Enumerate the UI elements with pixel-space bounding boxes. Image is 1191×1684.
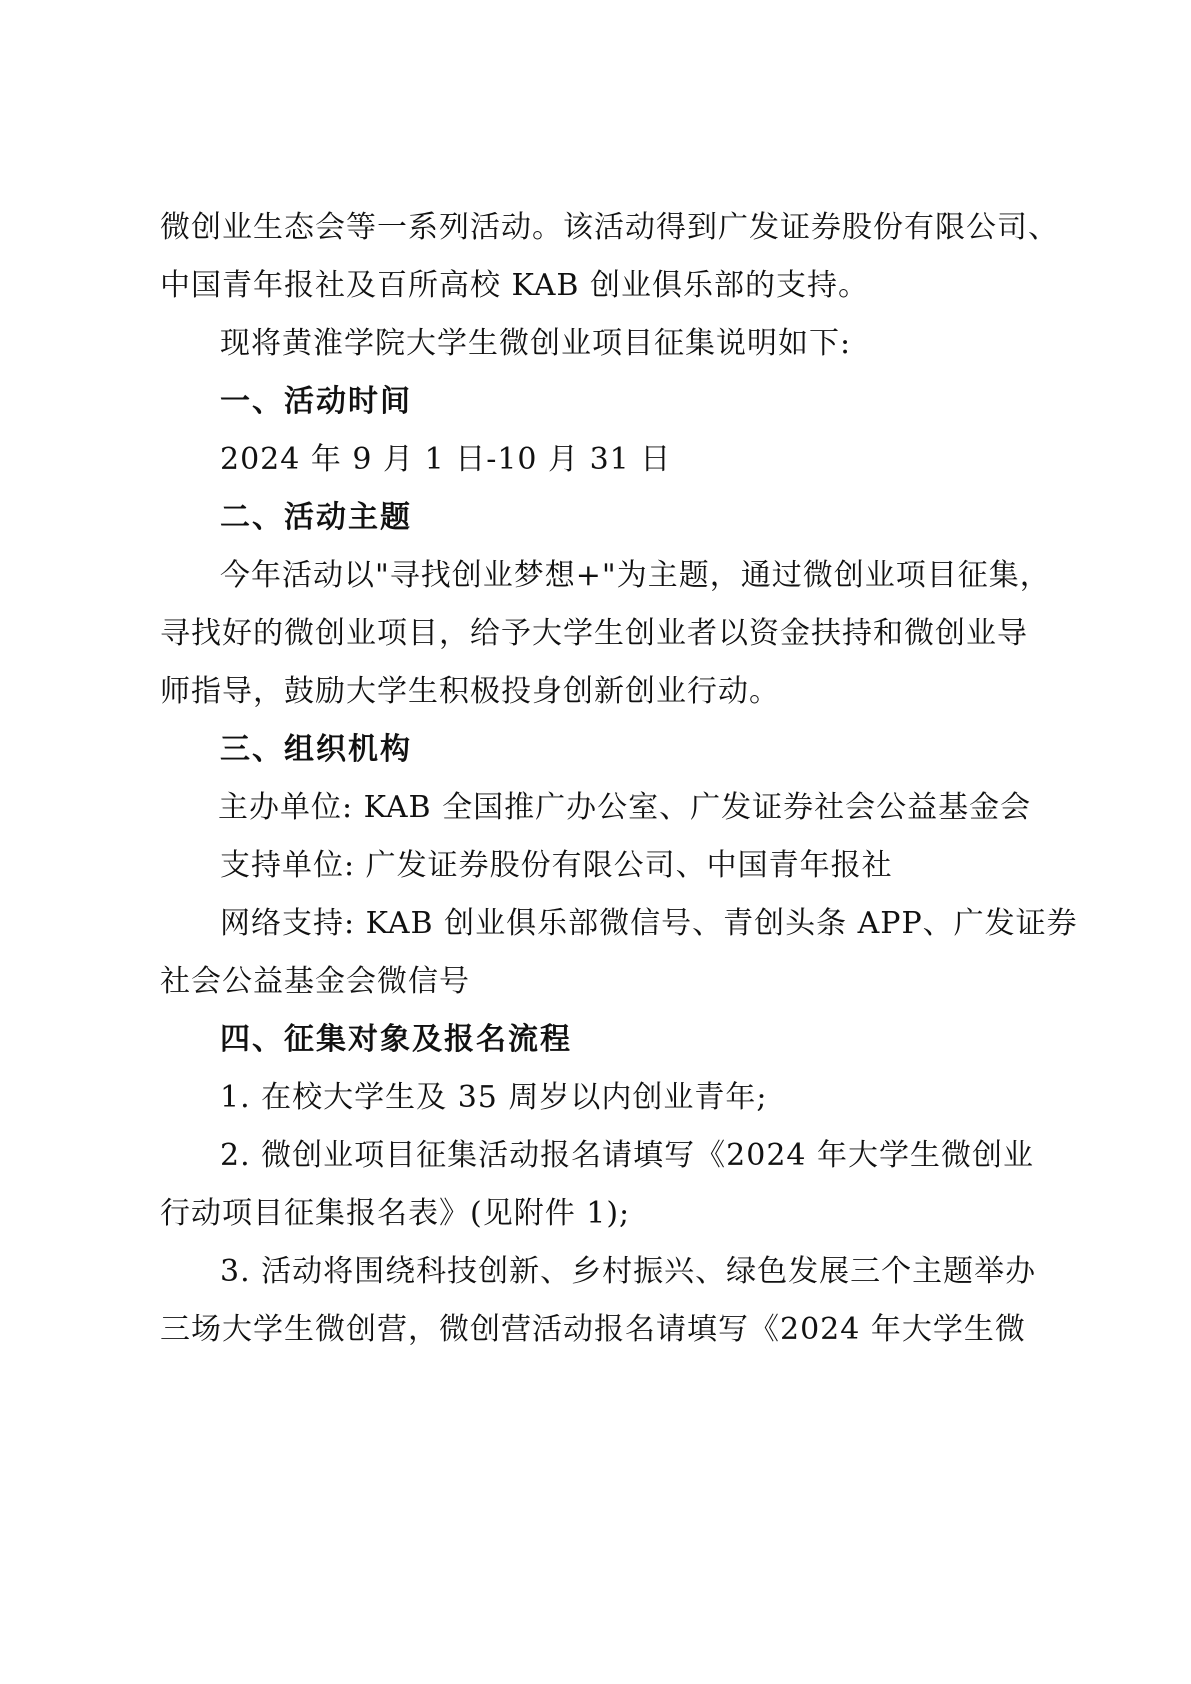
paragraph-line: 中国青年报社及百所高校 KAB 创业俱乐部的支持。 [160,268,869,303]
paragraph-line: 师指导，鼓励大学生积极投身创新创业行动。 [160,674,780,709]
paragraph-line: 寻找好的微创业项目，给予大学生创业者以资金扶持和微创业导 [160,616,1028,651]
section-heading-eligibility: 四、征集对象及报名流程 [220,1022,572,1057]
network-support-line: 网络支持: KAB 创业俱乐部微信号、青创头条 APP、广发证券 [220,906,1078,941]
activity-dates: 2024 年 9 月 1 日-10 月 31 日 [220,442,672,477]
paragraph-line: 三场大学生微创营，微创营活动报名请填写《2024 年大学生微 [160,1312,1026,1347]
paragraph-line: 社会公益基金会微信号 [160,964,470,999]
paragraph-line: 微创业生态会等一系列活动。该活动得到广发证券股份有限公司、 [160,210,1059,245]
section-heading-theme: 二、活动主题 [220,500,412,535]
support-unit-line: 支持单位: 广发证券股份有限公司、中国青年报社 [220,848,893,883]
intro-line: 现将黄淮学院大学生微创业项目征集说明如下: [220,326,852,361]
paragraph-line: 今年活动以"寻找创业梦想+"为主题，通过微创业项目征集， [220,558,1051,593]
section-heading-organization: 三、组织机构 [220,732,412,767]
list-item: 3. 活动将围绕科技创新、乡村振兴、绿色发展三个主题举办 [220,1254,1037,1289]
paragraph-line: 行动项目征集报名表》(见附件 1); [160,1196,631,1231]
host-unit-line: 主办单位: KAB 全国推广办公室、广发证券社会公益基金会 [218,790,1032,825]
section-heading-time: 一、活动时间 [220,384,412,419]
list-item: 1. 在校大学生及 35 周岁以内创业青年; [220,1080,768,1115]
list-item: 2. 微创业项目征集活动报名请填写《2024 年大学生微创业 [220,1138,1035,1173]
